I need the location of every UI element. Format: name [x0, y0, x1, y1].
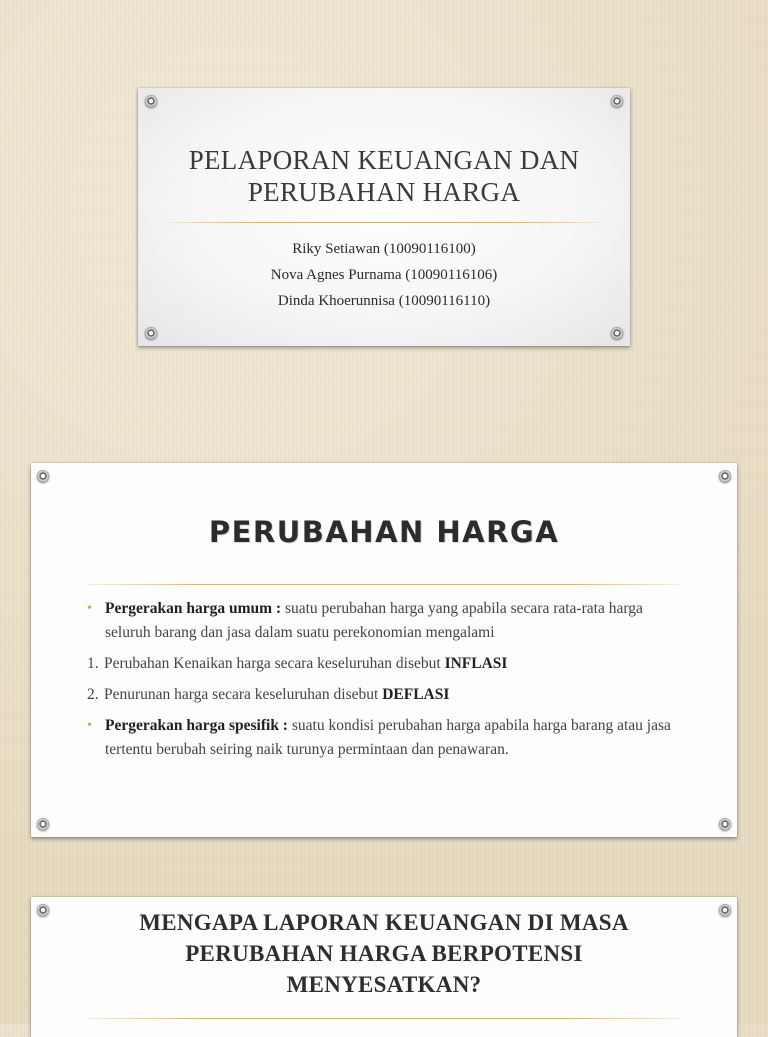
divider	[87, 584, 681, 585]
author-list	[138, 236, 630, 314]
pin-icon	[145, 95, 157, 107]
pin-icon	[37, 818, 49, 830]
item-number: 1.	[87, 655, 99, 672]
item-number: 2.	[87, 686, 99, 703]
item-term: INFLASI	[444, 655, 508, 672]
content-slide	[31, 463, 737, 837]
title-slide	[138, 88, 630, 346]
item-term: DEFLASI	[382, 686, 450, 703]
author: Riky Setiawan (10090116100)	[292, 241, 476, 257]
pin-icon	[719, 470, 731, 482]
list-item	[87, 652, 687, 676]
author: Dinda Khoerunnisa (10090116110)	[277, 293, 491, 309]
slide-title	[31, 907, 737, 1000]
author: Nova Agnes Purnama (10090116106)	[270, 267, 498, 283]
pin-icon	[37, 470, 49, 482]
title-line: PELAPORAN KEUANGAN DAN	[188, 145, 580, 175]
bullet-list	[87, 597, 687, 769]
title-line: MENGAPA LAPORAN KEUANGAN DI MASA	[139, 910, 629, 935]
divider	[87, 1018, 681, 1019]
item-term: Pergerakan harga umum :	[105, 600, 282, 617]
list-item	[87, 683, 687, 707]
pin-icon	[719, 818, 731, 830]
item-text: Penurunan harga secara keseluruhan disebut	[104, 686, 383, 703]
pin-icon	[145, 327, 157, 339]
list-item	[87, 597, 687, 645]
list-item	[87, 714, 687, 762]
bullet-icon: •	[87, 718, 92, 733]
item-term: Pergerakan harga spesifik :	[105, 717, 288, 734]
item-text: Perubahan Kenaikan harga secara keseluruhan disebut	[104, 655, 445, 672]
title-line: MENYESATKAN?	[286, 972, 482, 997]
item-text: suatu perubahan harga yang apabila secara rata-rata harga seluruh barang dan jasa dalam suatu perekonomian mengalami	[105, 600, 643, 641]
slide-title: PERUBAHAN HARGA	[208, 515, 560, 549]
slide-title	[138, 144, 630, 208]
item-text: suatu kondisi perubahan harga apabila harga barang atau jasa tertentu berubah seiring naik turunya permintaan dan penawaran.	[105, 717, 671, 758]
pin-icon	[611, 327, 623, 339]
question-slide	[31, 897, 737, 1037]
title-line: PERUBAHAN HARGA	[247, 177, 521, 207]
bullet-icon: •	[87, 601, 92, 616]
pin-icon	[611, 95, 623, 107]
divider	[170, 222, 598, 223]
title-line: PERUBAHAN HARGA BERPOTENSI	[185, 941, 583, 966]
